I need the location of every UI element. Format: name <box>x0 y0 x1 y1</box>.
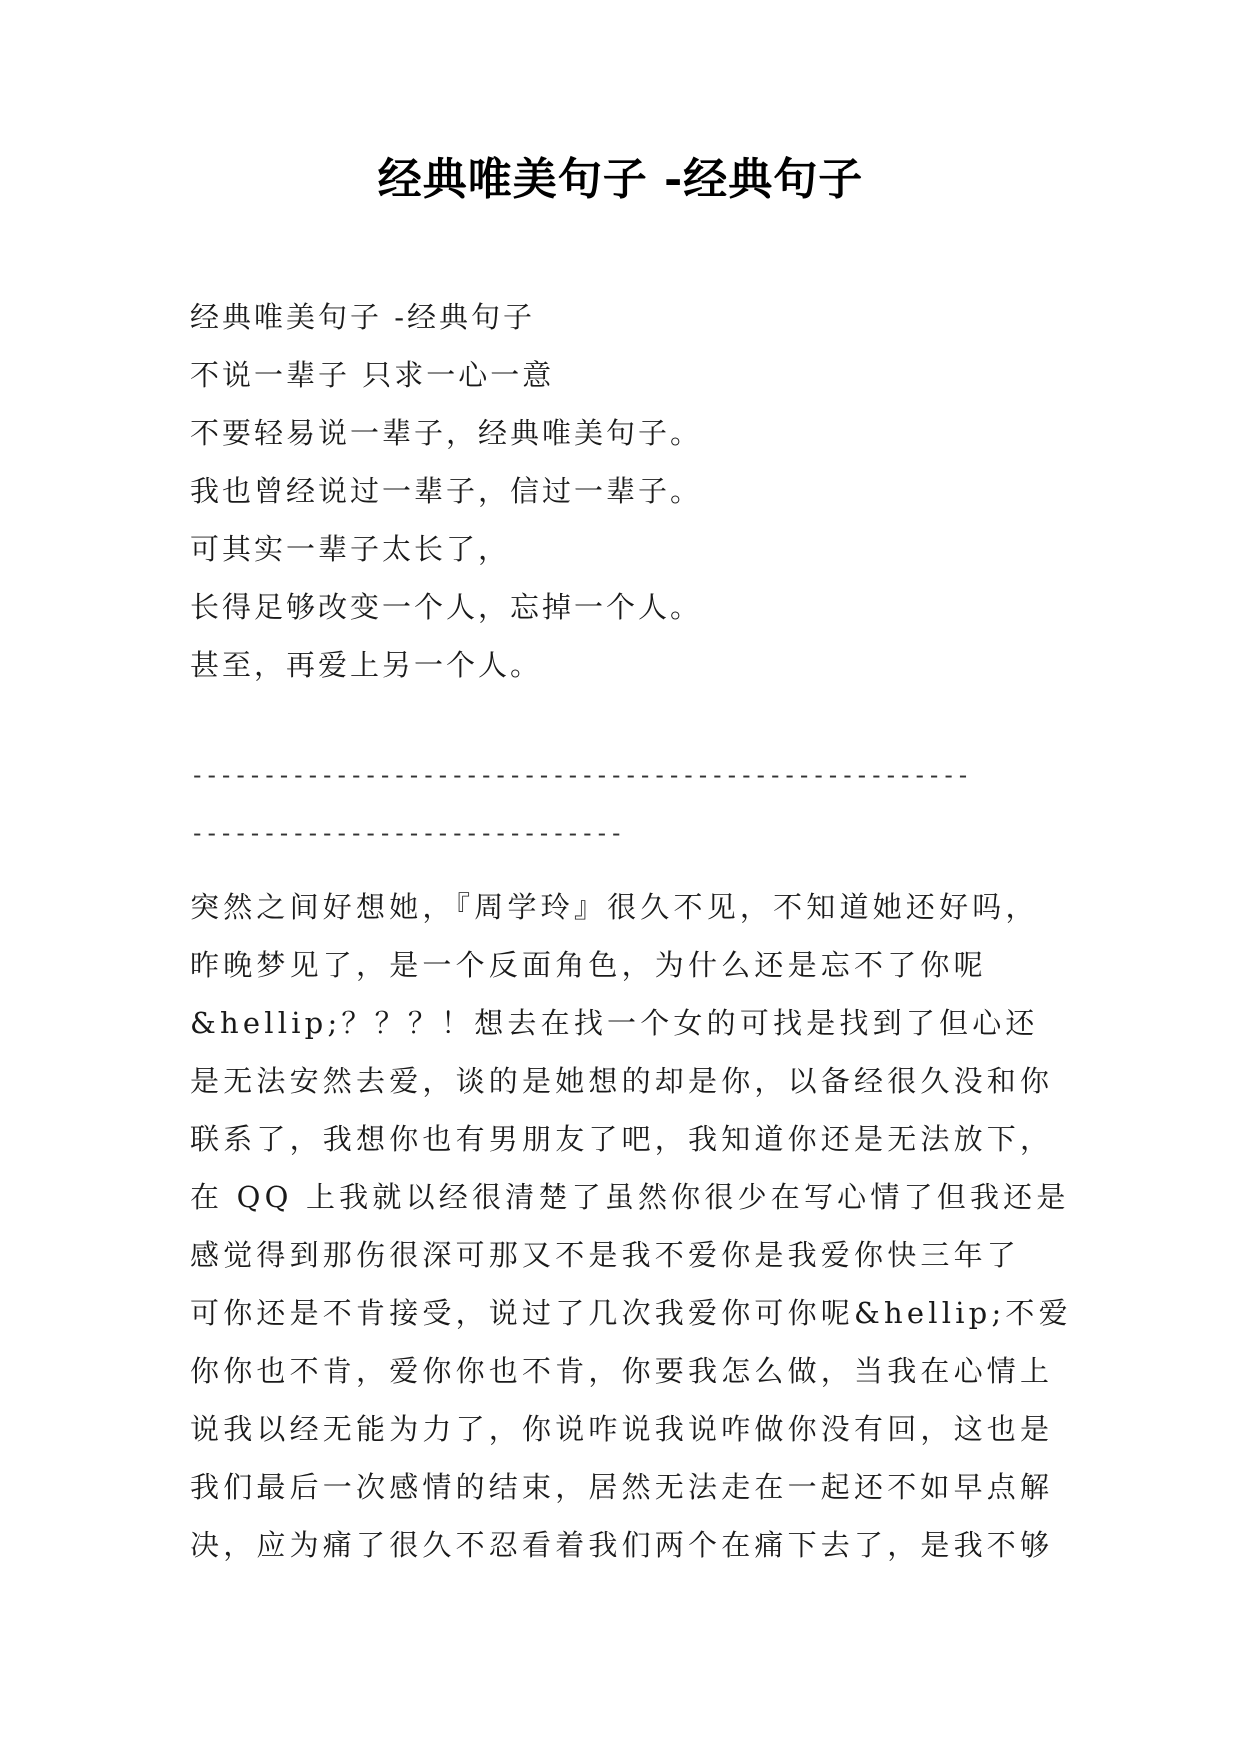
body-line: 决，应为痛了很久不忍看着我们两个在痛下去了，是我不够 <box>190 1528 1054 1562</box>
intro-line: 不说一辈子 只求一心一意 <box>190 358 555 392</box>
body-line: 感觉得到那伤很深可那又不是我不爱你是我爱你快三年了 <box>190 1238 1021 1272</box>
body-line: 昨晚梦见了，是一个反面角色，为什么还是忘不了你呢 <box>190 948 987 982</box>
body-line: 可你还是不肯接受，说过了几次我爱你可你呢&hellip;不爱 <box>190 1296 1072 1330</box>
body-line: 说我以经无能为力了，你说咋说我说咋做你没有回，这也是 <box>190 1412 1054 1446</box>
body-line: 联系了，我想你也有男朋友了吧，我知道你还是无法放下， <box>190 1122 1054 1156</box>
body-line: 在 QQ 上我就以经很清楚了虽然你很少在写心情了但我还是 <box>190 1180 1070 1214</box>
body-line: 你你也不肯，爱你你也不肯，你要我怎么做，当我在心情上 <box>190 1354 1054 1388</box>
body-line: 突然之间好想她，『周学玲』很久不见，不知道她还好吗， <box>190 890 1039 924</box>
dashed-divider: ------------------------------ <box>190 819 624 847</box>
dashed-divider: ------------------------------------------------------ <box>190 761 971 789</box>
intro-line: 不要轻易说一辈子，经典唯美句子。 <box>190 416 703 450</box>
intro-line: 可其实一辈子太长了， <box>190 532 511 566</box>
intro-line: 我也曾经说过一辈子，信过一辈子。 <box>190 474 703 508</box>
document-title: 经典唯美句子 -经典句子 <box>377 154 864 205</box>
intro-section <box>190 288 1090 694</box>
intro-line: 甚至，再爱上另一个人。 <box>190 648 543 682</box>
body-line: 我们最后一次感情的结束，居然无法走在一起还不如早点解 <box>190 1470 1054 1504</box>
body-line: &hellip;？？？！想去在找一个女的可找是找到了但心还 <box>190 1006 1039 1040</box>
intro-line: 长得足够改变一个人，忘掉一个人。 <box>190 590 703 624</box>
intro-line: 经典唯美句子 -经典句子 <box>190 300 536 334</box>
body-section <box>190 878 1070 1574</box>
body-line: 是无法安然去爱，谈的是她想的却是你，以备经很久没和你 <box>190 1064 1054 1098</box>
